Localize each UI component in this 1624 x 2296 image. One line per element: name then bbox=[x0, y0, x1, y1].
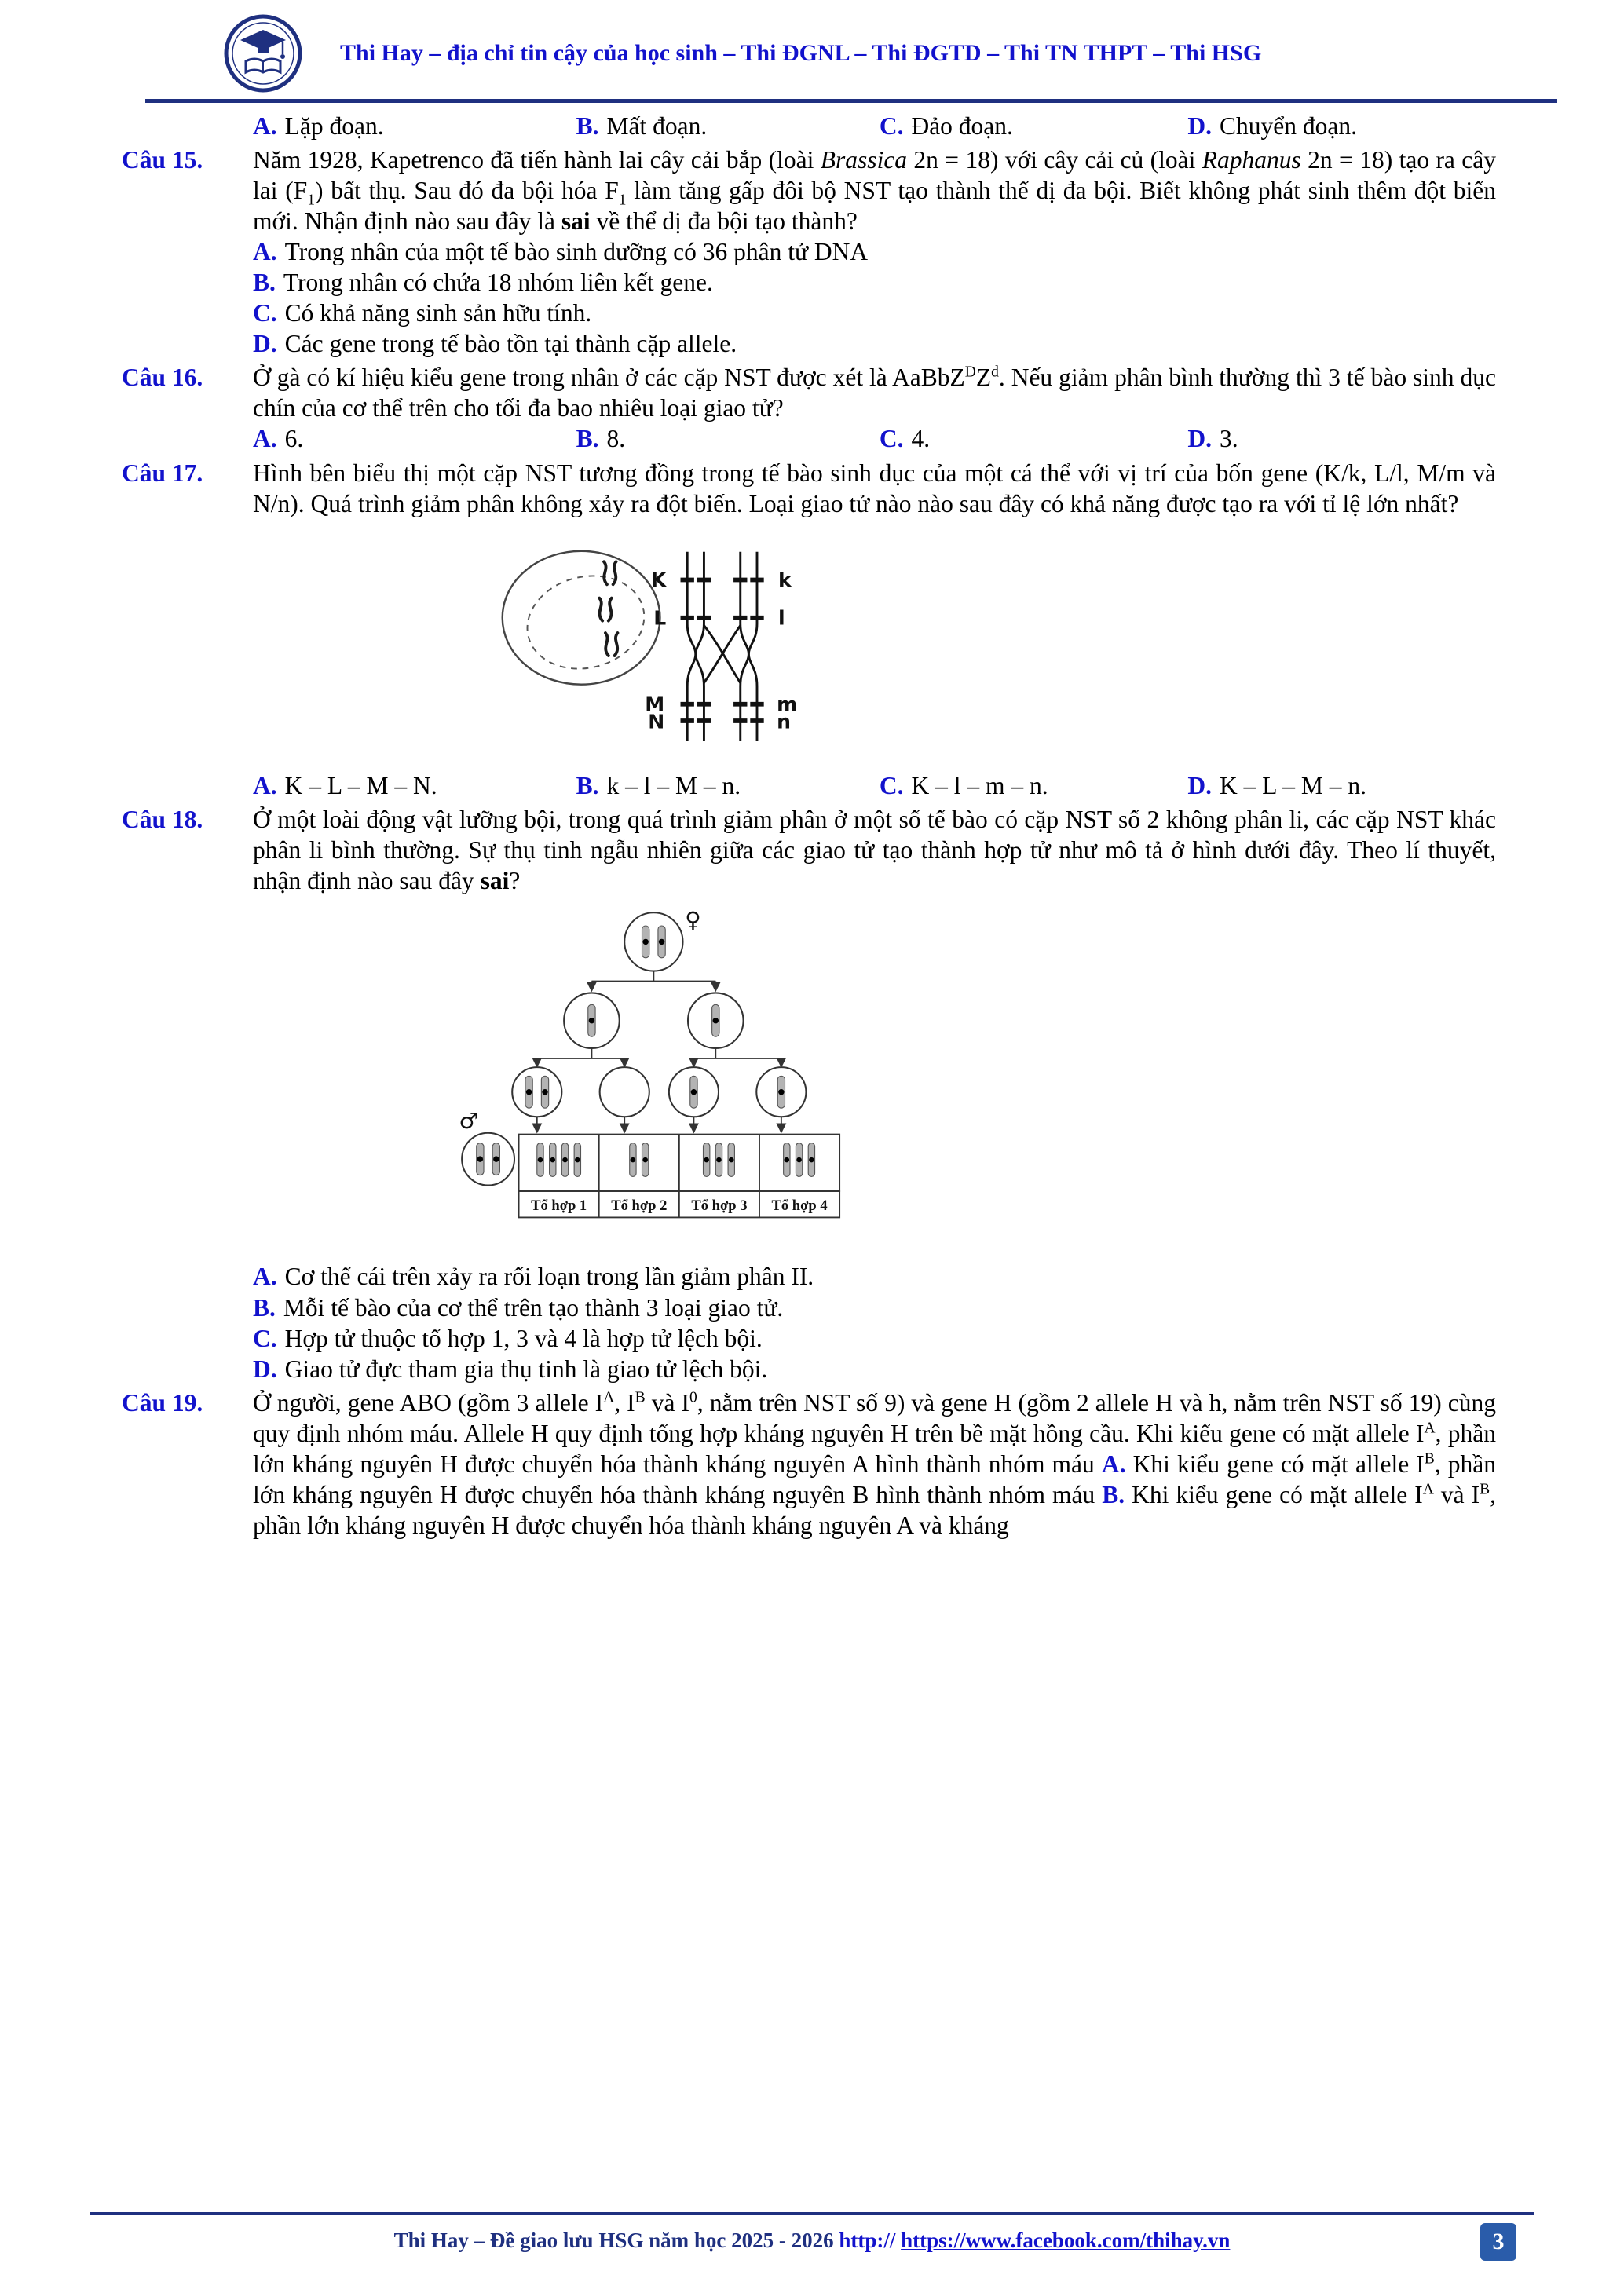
option-label: C. bbox=[879, 112, 904, 140]
gene-label-N: N bbox=[648, 710, 665, 733]
logo-emblem-icon bbox=[224, 14, 302, 93]
header-title: Thi Hay – địa chỉ tin cậy của học sinh – Thi ĐGNL – Thi ĐGTD – Thi TN THPT – Thi HSG bbox=[340, 40, 1262, 67]
cell-outline bbox=[503, 550, 660, 684]
option-a bbox=[253, 236, 1496, 267]
question-18 bbox=[122, 804, 1496, 1384]
footer-url-prefix: http:// bbox=[839, 2228, 902, 2252]
gene-label-k: k bbox=[778, 568, 792, 591]
option-c bbox=[253, 1323, 1496, 1354]
male-gamete-cell bbox=[462, 1133, 514, 1186]
option-label: A. bbox=[253, 771, 277, 799]
option-text: Lặp đoạn. bbox=[284, 112, 384, 140]
gene-label-K: K bbox=[650, 568, 667, 591]
nucleus-dashed-outline bbox=[518, 564, 654, 681]
option-label: A. bbox=[253, 1263, 277, 1291]
male-symbol: ♂ bbox=[459, 1108, 479, 1135]
option-a bbox=[253, 423, 576, 454]
option-b bbox=[576, 423, 880, 454]
branch-lines bbox=[591, 971, 715, 990]
question-text: Hình bên biểu thị một cặp NST tương đồng trong tế bào sinh dục của một cá thể với vị trí của bốn gene (K/k, L/l, M/m và N/n). Quá trình giảm phân không xảy ra đột biến. Loại giao tử nào nào sau đây có khả năng được tạo ra với tỉ lệ lớn nhất? bbox=[253, 459, 1496, 517]
option-text: 6. bbox=[284, 425, 304, 453]
option-label: B. bbox=[253, 1293, 276, 1322]
option-label: B. bbox=[576, 112, 599, 140]
option-text: Trong nhân có chứa 18 nhóm liên kết gene. bbox=[283, 269, 713, 297]
combo-label-1: Tổ hợp 1 bbox=[531, 1197, 587, 1215]
option-a bbox=[253, 1261, 1496, 1292]
option-text: 8. bbox=[606, 425, 626, 453]
gamete-n-minus-1 bbox=[600, 1067, 649, 1117]
option-text: Có khả năng sinh sản hữu tính. bbox=[284, 299, 592, 327]
page-header bbox=[0, 0, 1624, 103]
option-text: Giao tử đực tham gia thụ tinh là giao tử lệch bội. bbox=[284, 1355, 768, 1383]
option-b bbox=[576, 770, 880, 801]
question-number: Câu 15. bbox=[122, 146, 203, 174]
option-d bbox=[253, 1354, 1496, 1384]
question-16 bbox=[122, 362, 1496, 454]
option-label: D. bbox=[1187, 112, 1213, 140]
question-16-options bbox=[253, 423, 1496, 454]
question-text: Năm 1928, Kapetrenco đã tiến hành lai cây cải bắp (loài Brassica 2n = 18) với cây cải củ (loài Raphanus 2n = 18) tạo ra cây lai $(F_1)$ bất thụ. Sau đó đa bội hóa $F_1$ làm tăng gấp đôi bộ NST tạo thành thể dị đa bội. Biết không phát sinh thêm đột biến mới. Nhận định nào sau đây là sai về thể dị đa bội tạo thành? bbox=[253, 146, 1497, 236]
question-text: Ở một loài động vật lưỡng bội, trong quá trình giảm phân ở một số tế bào có cặp NST số 2 không phân li, các cặp NST khác phân li bình thường. Sự thụ tinh ngẫu nhiên giữa các giao tử tạo thành hợp tử như mô tả ở hình dưới đây. Theo lí thuyết, nhận định nào sau đây sai? bbox=[253, 805, 1496, 894]
option-text: 4. bbox=[911, 425, 931, 453]
option-text: Đảo đoạn. bbox=[911, 112, 1013, 140]
question-number: Câu 17. bbox=[122, 459, 203, 487]
option-text: Cơ thể cái trên xảy ra rối loạn trong lần giảm phân II. bbox=[284, 1263, 814, 1291]
gamete-n-plus-1 bbox=[512, 1067, 561, 1117]
option-d bbox=[1187, 111, 1496, 141]
chromosome-pair-figure bbox=[496, 525, 1496, 767]
option-label: C. bbox=[253, 299, 277, 327]
footer-row bbox=[90, 2215, 1534, 2254]
previous-question-options-row bbox=[253, 111, 1496, 141]
gene-label-m: m bbox=[777, 693, 798, 716]
female-symbol: ♀ bbox=[685, 906, 701, 933]
question-text: Ở gà có kí hiệu kiểu gene trong nhân ở các cặp NST được xét là $AaBbZ^DZ^d$. Nếu giảm phân bình thường thì 3 tế bào sinh dục chín của cơ thể trên cho tối đa bao nhiêu loại giao tử? bbox=[253, 364, 1496, 422]
option-label: D. bbox=[1187, 425, 1213, 453]
branch-lines bbox=[537, 1048, 781, 1066]
option-label: D. bbox=[253, 1355, 277, 1383]
option-text: K – L – M – n. bbox=[1220, 771, 1366, 799]
combo-label-2: Tổ hợp 2 bbox=[611, 1197, 668, 1215]
option-c bbox=[880, 423, 1188, 454]
question-number: Câu 18. bbox=[122, 805, 203, 833]
option-d bbox=[1187, 770, 1496, 801]
option-label: C. bbox=[879, 425, 904, 453]
question-15-options bbox=[253, 236, 1496, 359]
option-label: C. bbox=[253, 1324, 277, 1352]
female-cell bbox=[624, 912, 682, 971]
combo-label-4: Tổ hợp 4 bbox=[771, 1197, 828, 1215]
page-footer bbox=[0, 2212, 1624, 2296]
question-text: Ở người, gene ABO (gồm 3 allele $I^A$, $I^B$ và $I^0$, nằm trên NST số 9) và gene H (gồm 2 allele H và h, nằm trên NST số 19) cùng quy định nhóm máu. Allele H quy định tổng hợp kháng nguyên H trên bề mặt hồng cầu. Khi kiểu gene có mặt allele $I^A$, phần lớn kháng nguyên H được chuyển hóa thành kháng nguyên A hình thành nhóm máu A. Khi kiểu gene có mặt allele $I^B$, phần lớn kháng nguyên H được chuyển hóa thành kháng nguyên B hình thành nhóm máu B. Khi kiểu gene có mặt allele $I^A$ và $I^B$, phần lớn kháng nguyên H được chuyển hóa thành kháng nguyên A và kháng bbox=[253, 1388, 1496, 1539]
question-17-options bbox=[253, 770, 1496, 801]
branch-lines bbox=[537, 1117, 781, 1132]
option-b bbox=[253, 1292, 1496, 1323]
option-label: A. bbox=[253, 238, 277, 266]
option-c bbox=[253, 298, 1496, 328]
option-text: Mất đoạn. bbox=[606, 112, 708, 140]
option-a bbox=[253, 111, 576, 141]
facebook-link[interactable]: https://www.facebook.com/thihay.vn bbox=[901, 2228, 1231, 2252]
option-text: 3. bbox=[1220, 425, 1238, 453]
option-label: C. bbox=[879, 771, 904, 799]
option-text: Mỗi tế bào của cơ thể trên tạo thành 3 loại giao tử. bbox=[283, 1293, 784, 1322]
option-label: B. bbox=[253, 269, 276, 297]
school-logo-icon bbox=[224, 14, 302, 93]
footer-brand: Thi Hay bbox=[393, 2228, 469, 2252]
chromosome-pair-svg bbox=[496, 525, 822, 760]
option-text: Trong nhân của một tế bào sinh dưỡng có 36 phân tử DNA bbox=[284, 238, 869, 266]
option-c bbox=[880, 111, 1188, 141]
option-a bbox=[253, 770, 576, 801]
option-d bbox=[253, 328, 1496, 359]
option-c bbox=[880, 770, 1188, 801]
main-content bbox=[0, 103, 1624, 1541]
option-text: k – l – M – n. bbox=[606, 771, 741, 799]
gene-label-l: l bbox=[778, 606, 785, 630]
question-17 bbox=[122, 458, 1496, 801]
option-d bbox=[1187, 423, 1496, 454]
option-text: K – L – M – N. bbox=[284, 771, 437, 799]
footer-text: – Đề giao lưu HSG năm học 2025 - 2026 bbox=[468, 2228, 839, 2252]
gene-label-L: L bbox=[653, 606, 667, 630]
combo-label-3: Tổ hợp 3 bbox=[691, 1197, 748, 1215]
option-label: A. bbox=[253, 112, 277, 140]
gene-label-M: M bbox=[645, 693, 665, 716]
option-text: Hợp tử thuộc tổ hợp 1, 3 và 4 là hợp tử lệch bội. bbox=[284, 1324, 763, 1352]
option-b bbox=[576, 111, 880, 141]
centromere-dots bbox=[477, 939, 814, 1163]
question-15 bbox=[122, 144, 1496, 359]
gene-label-n: n bbox=[777, 710, 791, 733]
question-19 bbox=[122, 1387, 1496, 1541]
option-text: K – l – m – n. bbox=[911, 771, 1048, 799]
page-number-badge: 3 bbox=[1480, 2223, 1516, 2261]
chromosome-bars bbox=[477, 926, 815, 1176]
question-18-options bbox=[253, 1261, 1496, 1384]
question-number: Câu 16. bbox=[122, 364, 203, 392]
option-label: B. bbox=[576, 425, 599, 453]
question-number: Câu 19. bbox=[122, 1388, 203, 1417]
option-label: A. bbox=[253, 425, 277, 453]
option-label: B. bbox=[576, 771, 599, 799]
option-label: D. bbox=[253, 330, 277, 358]
option-text: Các gene trong tế bào tồn tại thành cặp allele. bbox=[284, 330, 737, 358]
fertilization-diagram-svg bbox=[453, 905, 861, 1248]
option-b bbox=[253, 267, 1496, 298]
option-label: D. bbox=[1187, 771, 1213, 799]
option-text: Chuyển đoạn. bbox=[1220, 112, 1358, 140]
fertilization-diagram-figure bbox=[453, 905, 1496, 1255]
